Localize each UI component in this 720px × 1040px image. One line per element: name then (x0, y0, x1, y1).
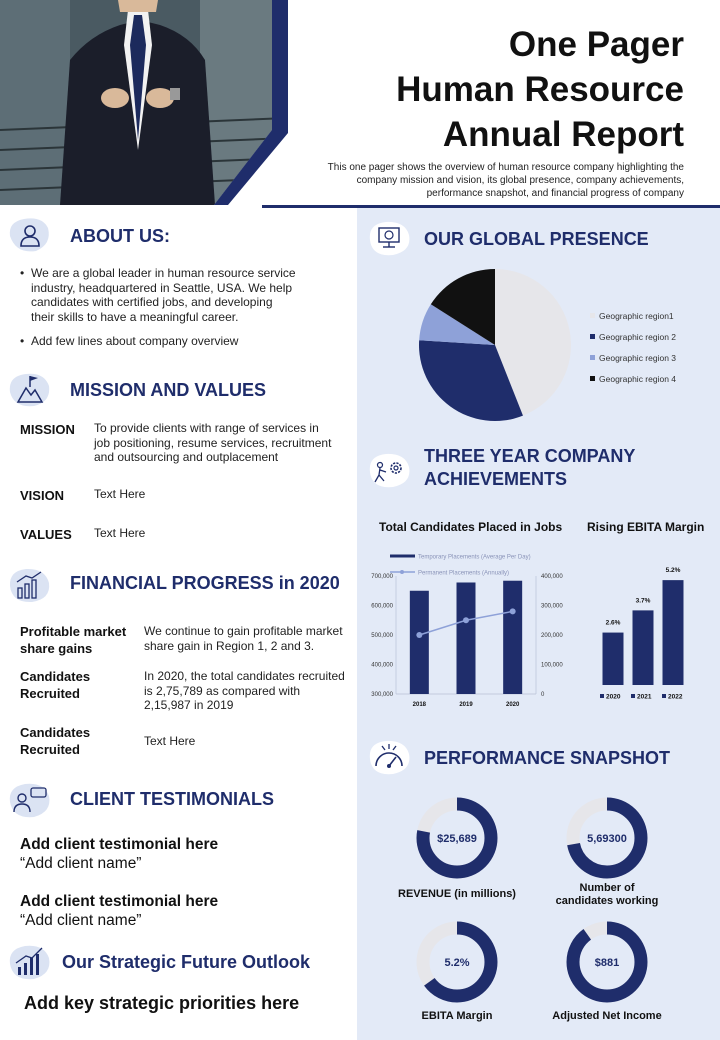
line-point (416, 632, 422, 638)
about-title: ABOUT US: (70, 226, 170, 246)
legend-item (590, 368, 710, 389)
mission-line: To provide clients with range of services in (94, 421, 319, 435)
money-chart-icon (6, 566, 52, 604)
donut-chart (562, 793, 652, 883)
line-point (510, 608, 516, 614)
x-tick-label: 2018 (412, 702, 427, 708)
performance-donuts (357, 790, 720, 1040)
outlook-text: Add key strategic priorities here (24, 993, 300, 1013)
donut-label (532, 1010, 682, 1023)
mission-line: job positioning, resume services, recruitment (94, 435, 332, 450)
data-label: 3.7% (635, 597, 651, 605)
page-title (324, 22, 684, 157)
y2-tick-label: 300,000 (541, 603, 563, 610)
speedometer-icon (366, 738, 412, 776)
ebita-chart-title: Rising EBITA Margin (587, 520, 705, 534)
financial-label (20, 623, 126, 657)
legend-swatch (662, 694, 666, 698)
user-icon (6, 216, 52, 254)
global-title: OUR GLOBAL PRESENCE (424, 229, 649, 249)
pie-legend (590, 305, 710, 389)
data-label: 5.2% (665, 567, 681, 575)
about-line: Add few lines about company overview (31, 334, 239, 348)
donut-label-line: candidates working (555, 895, 659, 907)
financial-label-line: share gains (20, 641, 93, 656)
financial-label (20, 724, 90, 758)
financial-text (144, 669, 354, 713)
about-line: We are a global leader in human resource service (31, 266, 296, 280)
legend-label: 2022 (668, 693, 683, 701)
legend-swatch (590, 355, 595, 360)
subtitle-line: performance snapshot, and financial progress of company (426, 188, 684, 199)
globe-monitor-icon (366, 219, 412, 257)
testimonial-text: Add client testimonial here (20, 836, 219, 853)
about-bullet (20, 334, 320, 349)
x-tick-label: 2020 (505, 702, 520, 708)
donut-chart (412, 793, 502, 883)
donut-value: 5,69300 (587, 833, 627, 845)
bullet-dot: • (20, 334, 25, 348)
gears-icon (366, 451, 412, 489)
legend-swatch (590, 334, 595, 339)
about-line: candidates with certified jobs, and developing (31, 295, 273, 309)
x-tick-label: 2019 (459, 702, 473, 708)
y-tick-label: 500,000 (371, 633, 393, 639)
legend-label: 2021 (637, 693, 652, 701)
financial-label (20, 668, 90, 702)
y-tick-label: 400,000 (371, 662, 393, 669)
donut-chart (562, 917, 652, 1007)
performance-title: PERFORMANCE SNAPSHOT (424, 748, 671, 768)
ebita-chart (590, 546, 710, 714)
legend-item (590, 326, 710, 347)
vision-label: VISION (20, 488, 65, 503)
y2-tick-label: 100,000 (541, 662, 563, 669)
bar (457, 582, 476, 694)
line-point (463, 617, 469, 623)
outlook-title: Our Strategic Future Outlook (62, 952, 311, 972)
achievements-title-line: THREE YEAR COMPANY (424, 446, 636, 466)
y-tick-label: 600,000 (371, 603, 393, 610)
mission-label: MISSION (20, 422, 75, 437)
financial-label-line: Recruited (20, 686, 80, 701)
testimonial-text: Add client testimonial here (20, 893, 219, 910)
legend-swatch (400, 570, 404, 574)
legend-label: Permanent Placements (Annually) (418, 570, 510, 577)
growth-chart-icon (6, 943, 52, 981)
donut-value: 5.2% (444, 957, 470, 969)
financial-text (144, 624, 354, 653)
header-photo (0, 0, 288, 205)
about-bullet (20, 266, 320, 324)
legend-label: Geographic region 3 (599, 352, 677, 363)
values-label: VALUES (20, 527, 72, 542)
bar (633, 610, 654, 685)
legend-swatch (600, 694, 604, 698)
title-line: Human Resource (396, 70, 684, 109)
legend-item (590, 347, 710, 368)
financial-label-line: Profitable market (20, 624, 127, 639)
financial-line: share gain in Region 1, 2 and 3. (144, 638, 315, 653)
legend-swatch (590, 313, 595, 318)
y2-tick-label: 0 (541, 692, 545, 698)
donut-value: $25,689 (437, 833, 477, 845)
financial-line: We continue to gain profitable market (144, 624, 343, 638)
bar (663, 580, 684, 685)
bar (603, 633, 624, 685)
donut-label-line: EBITA Margin (421, 1010, 493, 1022)
legend-label: Temporary Placements (Average Per Day) (418, 554, 531, 561)
y2-tick-label: 200,000 (541, 633, 563, 639)
legend-item (590, 305, 710, 326)
donut-label (532, 882, 682, 908)
subtitle-line: company mission and vision, its global presence, company achievements, (356, 175, 684, 186)
bar (503, 581, 522, 694)
mission-title: MISSION AND VALUES (70, 380, 267, 400)
donut-chart (412, 917, 502, 1007)
financial-label-line: Recruited (20, 742, 80, 757)
data-label: 2.6% (605, 619, 621, 627)
mission-text (94, 421, 354, 465)
legend-label: Geographic region 4 (599, 373, 677, 384)
title-line: Annual Report (442, 115, 684, 154)
mountain-flag-icon (6, 370, 52, 408)
y2-tick-label: 400,000 (541, 574, 563, 580)
donut-label-line: REVENUE (in millions) (398, 888, 516, 900)
placements-chart-title: Total Candidates Placed in Jobs (379, 520, 563, 534)
legend-label: 2020 (606, 693, 621, 701)
legend-label: Geographic region 2 (599, 331, 677, 342)
y-tick-label: 700,000 (371, 574, 393, 580)
donut-label (382, 888, 532, 901)
testimonials-title: CLIENT TESTIMONIALS (70, 789, 274, 809)
legend-label: Geographic region1 (599, 310, 674, 321)
testimonial-name: “Add client name” (20, 855, 142, 872)
achievements-title-line: ACHIEVEMENTS (424, 469, 568, 489)
page-subtitle (284, 161, 684, 200)
global-pie-chart (405, 255, 585, 435)
about-line: their skills to have a meaningful career. (31, 309, 239, 324)
y-tick-label: 300,000 (371, 692, 393, 698)
subtitle-line: This one pager shows the overview of human resource company highlighting the (327, 162, 684, 173)
mission-line: and outsourcing and outplacement (94, 450, 279, 464)
financial-line: 2,15,987 in 2019 (144, 698, 234, 712)
legend-swatch (590, 376, 595, 381)
achievements-title (424, 445, 635, 491)
placements-chart (360, 546, 563, 714)
financial-title: FINANCIAL PROGRESS in 2020 (70, 573, 340, 593)
donut-value: $881 (594, 957, 620, 969)
donut-label-line: Number of (579, 882, 635, 894)
financial-line: In 2020, the total candidates recruited (144, 669, 345, 683)
legend-swatch (631, 694, 635, 698)
financial-label-line: Candidates (20, 669, 91, 684)
donut-label-line: Adjusted Net Income (552, 1010, 662, 1022)
financial-label-line: Candidates (20, 725, 91, 740)
about-line: industry, headquartered in Seattle, USA. We help (31, 280, 293, 295)
financial-text: Text Here (144, 734, 196, 748)
testimonial-icon (6, 781, 52, 819)
bar (410, 591, 429, 694)
vision-text: Text Here (94, 487, 146, 501)
title-line: One Pager (508, 25, 684, 64)
values-text: Text Here (94, 526, 146, 540)
bullet-dot: • (20, 266, 25, 280)
donut-label (382, 1010, 532, 1023)
testimonial-name: “Add client name” (20, 912, 142, 929)
financial-line: is 2,75,789 as compared with (144, 683, 301, 698)
